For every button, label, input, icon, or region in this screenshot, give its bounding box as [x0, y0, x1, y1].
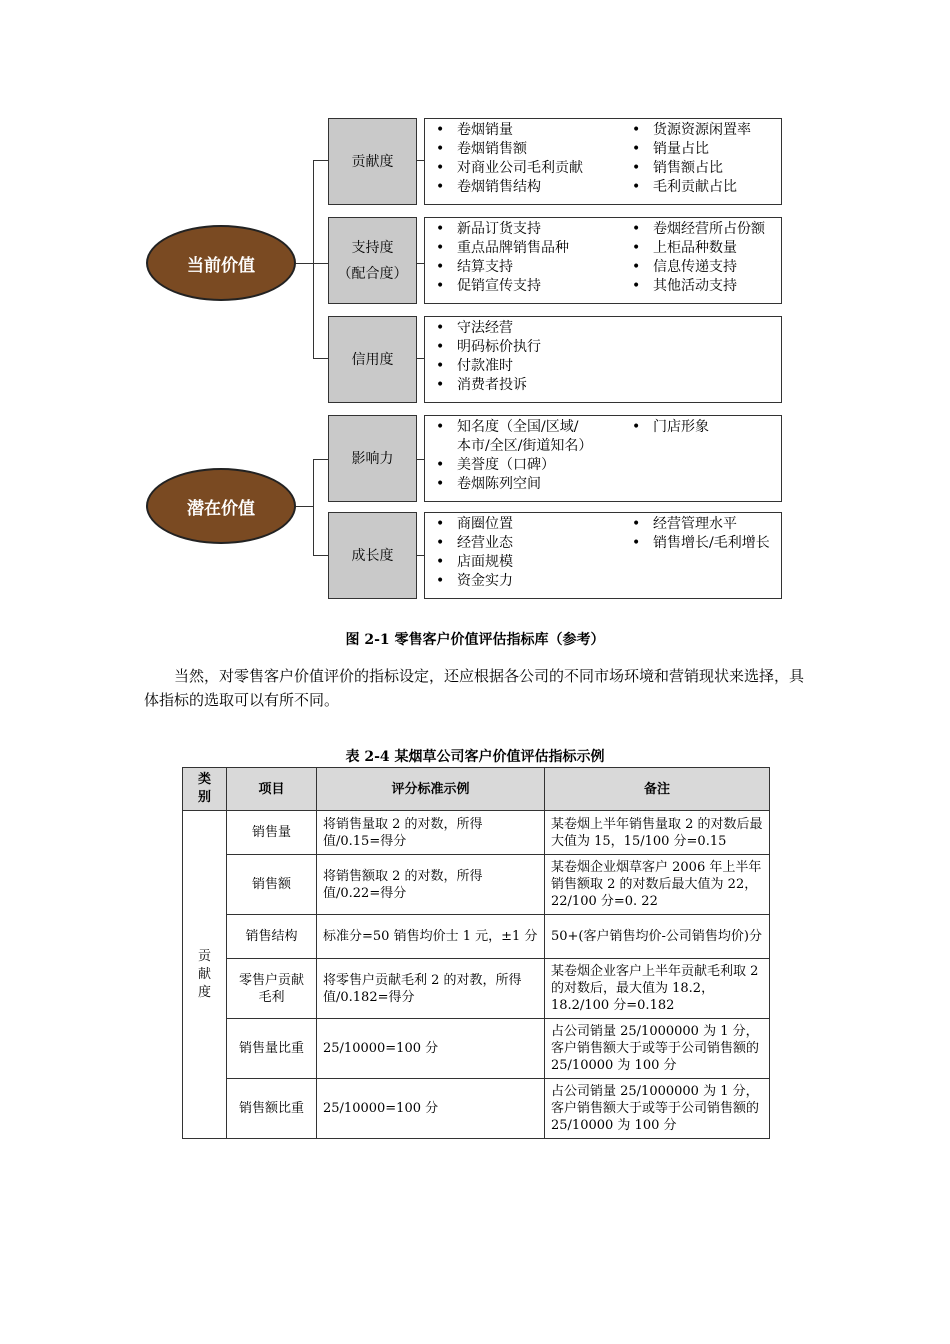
bullet-icon: •	[436, 339, 445, 355]
indicator-item	[433, 357, 633, 376]
indicator-text: 经营业态	[457, 535, 513, 551]
support-indicators	[424, 217, 782, 304]
bullet-icon: •	[632, 160, 641, 176]
header-standard: 评分标准示例	[317, 768, 545, 811]
header-item: 项目	[227, 768, 317, 811]
bullet-icon: •	[436, 358, 445, 374]
indicator-text: 知名度（全国/区域/ 本市/全区/街道知名）	[457, 419, 593, 454]
indicator-item	[433, 319, 633, 338]
indicator-text: 卷烟陈列空间	[457, 476, 541, 492]
connector	[417, 263, 424, 264]
bullet-icon: •	[632, 535, 641, 551]
indicator-list-right	[629, 121, 779, 197]
indicator-text: 美誉度（口碑）	[457, 457, 555, 473]
category-cell: 贡献度	[183, 811, 227, 1139]
header-note: 备注	[545, 768, 770, 811]
indicator-item	[433, 178, 633, 197]
connector	[313, 459, 328, 460]
indicator-item	[629, 258, 779, 277]
growth-indicators	[424, 512, 782, 599]
connector	[417, 555, 424, 556]
bullet-icon: •	[436, 419, 445, 435]
item-cell: 零售户贡献毛利	[227, 959, 317, 1019]
indicator-item	[433, 338, 633, 357]
bullet-icon: •	[436, 573, 445, 589]
indicator-text: 毛利贡献占比	[653, 179, 737, 195]
indicator-list-left	[433, 418, 633, 494]
indicator-text: 卷烟经营所占份额	[653, 221, 765, 237]
indicator-text: 上柜品种数量	[653, 240, 737, 256]
indicator-item	[433, 220, 633, 239]
table-row	[183, 1019, 770, 1079]
contribution-node	[328, 118, 417, 205]
credit-indicators	[424, 316, 782, 403]
figure-caption: 图 2-1 零售客户价值评估指标库（参考）	[345, 632, 605, 648]
bullet-icon: •	[436, 141, 445, 157]
indicator-text: 门店形象	[653, 419, 709, 435]
indicator-item	[433, 121, 633, 140]
bullet-icon: •	[436, 259, 445, 275]
indicator-item	[433, 572, 633, 591]
note-cell: 占公司销量 25/1000000 为 1 分，客户销售额大于或等于公司销售额的 25/10000 为 100 分	[545, 1079, 770, 1139]
item-cell: 销售额比重	[227, 1079, 317, 1139]
indicator-item	[433, 515, 633, 534]
connector	[296, 263, 314, 264]
indicator-item	[629, 239, 779, 258]
note-cell: 某卷烟上半年销售量取 2 的对数后最大值为 15，15/100 分=0.15	[545, 811, 770, 855]
bullet-icon: •	[436, 221, 445, 237]
indicator-item	[433, 534, 633, 553]
item-cell: 销售结构	[227, 915, 317, 959]
dimension-label: 成长度	[351, 547, 394, 564]
indicator-text: 销售额占比	[653, 160, 723, 176]
bullet-icon: •	[436, 179, 445, 195]
indicator-text: 重点品牌销售品种	[457, 240, 569, 256]
connector	[313, 160, 328, 161]
indicator-item	[629, 159, 779, 178]
item-cell: 销售额	[227, 855, 317, 915]
dimension-label: 信用度	[351, 351, 394, 368]
indicator-item	[433, 258, 633, 277]
connector	[417, 459, 424, 460]
item-cell: 销售量比重	[227, 1019, 317, 1079]
indicator-item	[433, 475, 633, 494]
growth-node	[328, 512, 417, 599]
indicator-text: 结算支持	[457, 259, 513, 275]
indicator-text: 对商业公司毛利贡献	[457, 160, 583, 176]
note-cell: 占公司销量 25/1000000 为 1 分，客户销售额大于或等于公司销售额的 25/10000 为 100 分	[545, 1019, 770, 1079]
bullet-icon: •	[632, 179, 641, 195]
contribution-indicators	[424, 118, 782, 205]
connector	[417, 160, 424, 161]
indicator-text: 信息传递支持	[653, 259, 737, 275]
indicator-text: 明码标价执行	[457, 339, 541, 355]
potential-value-node: 潜在价值	[146, 468, 296, 544]
indicator-item	[629, 534, 779, 553]
table-row	[183, 959, 770, 1019]
influence-node	[328, 415, 417, 502]
indicator-list-right	[629, 418, 779, 437]
indicator-item	[433, 277, 633, 296]
indicator-text: 卷烟销量	[457, 122, 513, 138]
indicator-text: 卷烟销售额	[457, 141, 527, 157]
indicator-item	[629, 418, 779, 437]
header-category: 类别	[183, 768, 227, 811]
indicator-item	[629, 140, 779, 159]
bullet-icon: •	[436, 160, 445, 176]
bullet-icon: •	[436, 554, 445, 570]
indicator-list-left	[433, 515, 633, 591]
evaluation-table	[182, 767, 770, 1139]
bullet-icon: •	[632, 141, 641, 157]
indicator-item	[629, 515, 779, 534]
connector	[313, 160, 314, 358]
indicator-text: 资金实力	[457, 573, 513, 589]
support-node	[328, 217, 417, 304]
table-row	[183, 855, 770, 915]
note-cell: 50+(客户销售均价-公司销售均价)分	[545, 915, 770, 959]
standard-cell: 将零售户贡献毛利 2 的对教，所得值/0.182=得分	[317, 959, 545, 1019]
dimension-label: 影响力	[351, 450, 394, 467]
standard-cell: 标准分=50 销售均价士 1 元，±1 分	[317, 915, 545, 959]
standard-cell: 25/10000=100 分	[317, 1019, 545, 1079]
indicator-text: 销量占比	[653, 141, 709, 157]
dimension-label: 贡献度	[351, 153, 394, 170]
connector	[313, 358, 328, 359]
bullet-icon: •	[436, 278, 445, 294]
bullet-icon: •	[436, 516, 445, 532]
bullet-icon: •	[436, 320, 445, 336]
standard-cell: 将销售量取 2 的对数，所得值/0.15=得分	[317, 811, 545, 855]
connector	[296, 506, 314, 507]
indicator-text: 商圈位置	[457, 516, 513, 532]
indicator-list-left	[433, 220, 633, 296]
connector	[417, 358, 424, 359]
indicator-text: 付款准时	[457, 358, 513, 374]
indicator-text: 促销宣传支持	[457, 278, 541, 294]
body-paragraph	[144, 664, 808, 712]
indicator-list-right	[629, 515, 779, 553]
indicator-item	[433, 418, 633, 456]
bullet-icon: •	[436, 240, 445, 256]
indicator-text: 店面规模	[457, 554, 513, 570]
table-row	[183, 811, 770, 855]
indicator-item	[433, 140, 633, 159]
standard-cell: 25/10000=100 分	[317, 1079, 545, 1139]
bullet-icon: •	[632, 122, 641, 138]
indicator-text: 其他活动支持	[653, 278, 737, 294]
table-title: 表 2-4 某烟草公司客户价值评估指标示例	[345, 749, 605, 765]
indicator-item	[629, 277, 779, 296]
bullet-icon: •	[632, 240, 641, 256]
bullet-icon: •	[632, 419, 641, 435]
dimension-sublabel: （配合度）	[337, 265, 408, 282]
standard-cell: 将销售额取 2 的对数，所得值/0.22=得分	[317, 855, 545, 915]
item-cell: 销售量	[227, 811, 317, 855]
indicator-text: 卷烟销售结构	[457, 179, 541, 195]
indicator-list-right	[629, 220, 779, 296]
current-value-node: 当前价值	[146, 225, 296, 301]
indicator-text: 货源资源闲置率	[653, 122, 751, 138]
table-row	[183, 915, 770, 959]
indicator-item	[629, 178, 779, 197]
bullet-icon: •	[436, 476, 445, 492]
dimension-label: 支持度	[351, 239, 394, 256]
bullet-icon: •	[632, 516, 641, 532]
note-cell: 某卷烟企业客户上半年贡献毛利取 2 的对数后，最大值为 18.2，18.2/100 分=0.182	[545, 959, 770, 1019]
paragraph-text: 当然，对零售客户价值评价的指标设定，还应根据各公司的不同市场环境和营销现状来选择，具体指标的选取可以有所不同。	[144, 667, 805, 709]
indicator-text: 消费者投诉	[457, 377, 527, 393]
influence-indicators	[424, 415, 782, 502]
indicator-list-left	[433, 121, 633, 197]
indicator-item	[433, 553, 633, 572]
bullet-icon: •	[632, 221, 641, 237]
indicator-item	[433, 159, 633, 178]
indicator-text: 守法经营	[457, 320, 513, 336]
credit-node	[328, 316, 417, 403]
bullet-icon: •	[632, 278, 641, 294]
indicator-text: 经营管理水平	[653, 516, 737, 532]
bullet-icon: •	[632, 259, 641, 275]
table-row	[183, 1079, 770, 1139]
connector	[313, 263, 328, 264]
indicator-item	[433, 456, 633, 475]
indicator-item	[433, 239, 633, 258]
bullet-icon: •	[436, 457, 445, 473]
note-cell: 某卷烟企业烟草客户 2006 年上半年销售额取 2 的对数后最大值为 22，22/100 分=0. 22	[545, 855, 770, 915]
connector	[313, 555, 328, 556]
indicator-text: 新品订货支持	[457, 221, 541, 237]
indicator-list-left	[433, 319, 633, 395]
bullet-icon: •	[436, 535, 445, 551]
table-header-row	[183, 768, 770, 811]
indicator-item	[629, 220, 779, 239]
indicator-item	[433, 376, 633, 395]
bullet-icon: •	[436, 122, 445, 138]
connector	[313, 459, 314, 555]
indicator-item	[629, 121, 779, 140]
indicator-text: 销售增长/毛利增长	[653, 535, 770, 551]
bullet-icon: •	[436, 377, 445, 393]
